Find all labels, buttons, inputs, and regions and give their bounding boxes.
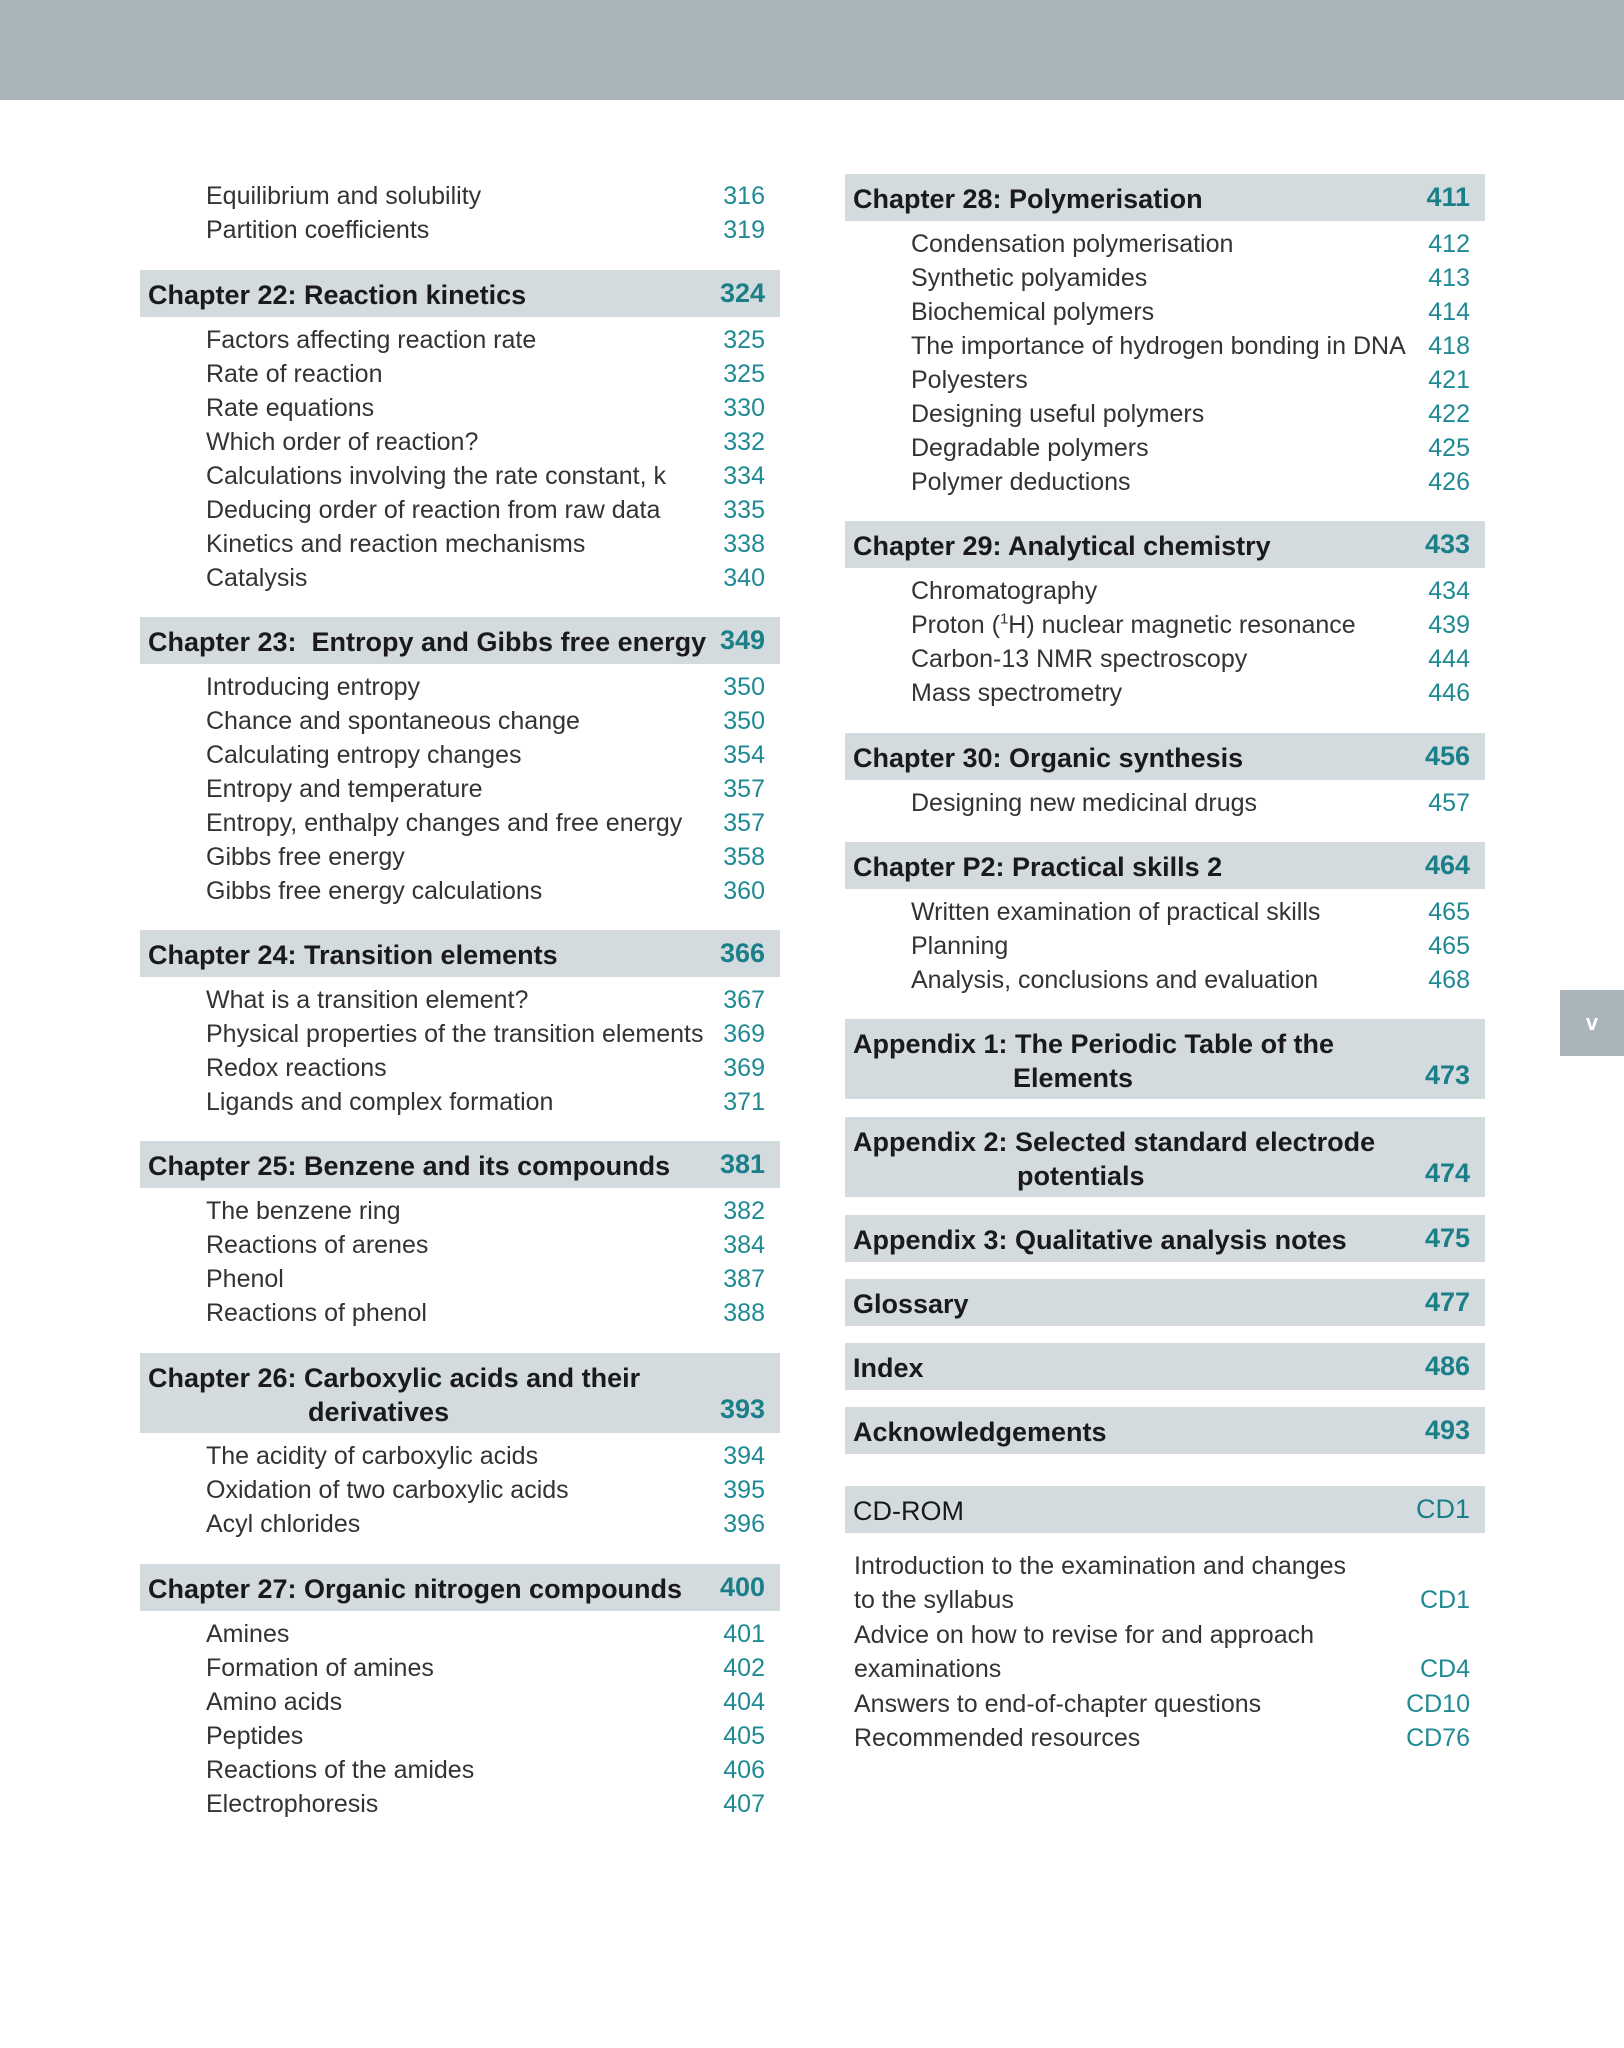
toc-entry[interactable] [140, 459, 780, 493]
toc-entry[interactable] [845, 261, 1485, 295]
entry-title: Electrophoresis [206, 1790, 379, 1818]
toc-entry[interactable] [845, 465, 1485, 499]
chapter-29-heading[interactable]: Chapter 29: Analytical chemistry 433 [845, 521, 1485, 568]
entry-page-number: 412 [1428, 230, 1470, 258]
toc-entry[interactable] [845, 895, 1485, 929]
entry-page-number: 357 [723, 775, 765, 803]
entry-title: Amino acids [206, 1688, 343, 1716]
toc-entry[interactable] [845, 963, 1485, 997]
entry-title: Designing new medicinal drugs [911, 789, 1258, 817]
entry-title: Written examination of practical skills [911, 898, 1321, 926]
acknowledgements-heading[interactable]: Acknowledgements 493 [845, 1407, 1485, 1454]
chapter-26-heading[interactable]: Chapter 26: Carboxylic acids and their derivatives 393 [140, 1353, 780, 1433]
page-number: v [1585, 1010, 1599, 1035]
entry-title: Oxidation of two carboxylic acids [206, 1476, 569, 1504]
toc-entry[interactable] [140, 983, 780, 1017]
entry-page-number: 358 [723, 843, 765, 871]
entry-page-number: 340 [723, 564, 765, 592]
entry-page-number: 325 [723, 326, 765, 354]
entry-title: Gibbs free energy [206, 843, 405, 871]
chapter-23-heading[interactable]: Chapter 23: Entropy and Gibbs free energy 349 [140, 617, 780, 664]
page-number-tab [1560, 990, 1624, 1056]
entry-title: Calculations involving the rate constant, k [206, 462, 666, 490]
entry-page-number: 406 [723, 1756, 765, 1784]
toc-entry[interactable] [140, 1439, 780, 1473]
entry-page-number: 465 [1428, 932, 1470, 960]
toc-entry[interactable] [845, 786, 1485, 820]
entry-title: The importance of hydrogen bonding in DNA [911, 332, 1406, 360]
entry-page-number: 439 [1428, 611, 1470, 639]
entry-title: What is a transition element? [206, 986, 529, 1014]
entry-title: Degradable polymers [911, 434, 1149, 462]
entry-page-number: 468 [1428, 966, 1470, 994]
entry-title: Reactions of the amides [206, 1756, 475, 1784]
entry-title: Introduction to the examination and changes to the syllabus [854, 1552, 1347, 1614]
toc-entry[interactable] [140, 704, 780, 738]
toc-entry[interactable] [140, 772, 780, 806]
entry-page-number: 413 [1428, 264, 1470, 292]
toc-entry[interactable] [140, 1085, 780, 1119]
entry-title: Equilibrium and solubility [206, 182, 482, 210]
chapter-22-heading[interactable]: Chapter 22: Reaction kinetics 324 [140, 270, 780, 317]
toc-entry[interactable] [845, 608, 1485, 642]
toc-entry[interactable] [140, 213, 780, 247]
entry-title: Recommended resources [854, 1724, 1141, 1752]
entry-page-number: 414 [1428, 298, 1470, 326]
entry-page-number: 332 [723, 428, 765, 456]
toc-entry[interactable] [845, 676, 1485, 710]
entry-page-number: 387 [723, 1265, 765, 1293]
entry-title: Polymer deductions [911, 468, 1131, 496]
toc-entry[interactable] [140, 391, 780, 425]
cd-entry[interactable] [845, 1721, 1485, 1755]
entry-page-number: 350 [723, 707, 765, 735]
entry-title: Chance and spontaneous change [206, 707, 580, 735]
entry-page-number: 426 [1428, 468, 1470, 496]
entry-page-number: 335 [723, 496, 765, 524]
entry-title: Rate of reaction [206, 360, 383, 388]
entry-page-number: 421 [1428, 366, 1470, 394]
entry-page-number: 422 [1428, 400, 1470, 428]
entry-page-number: 402 [723, 1654, 765, 1682]
chapter-30-heading[interactable]: Chapter 30: Organic synthesis 456 [845, 733, 1485, 780]
toc-entry[interactable] [845, 397, 1485, 431]
entry-title: Deducing order of reaction from raw data [206, 496, 661, 524]
entry-page-number: CD4 [1419, 1655, 1470, 1683]
entry-title: Formation of amines [206, 1654, 434, 1682]
entry-page-number: 404 [723, 1688, 765, 1716]
entry-title: Peptides [206, 1722, 304, 1750]
entry-title: Reactions of arenes [206, 1231, 429, 1259]
glossary-heading[interactable]: Glossary 477 [845, 1279, 1485, 1326]
appendix-1-heading[interactable]: Appendix 1: The Periodic Table of the Elements 473 [845, 1019, 1485, 1099]
entry-title: Catalysis [206, 564, 308, 592]
toc-entry[interactable] [140, 1507, 780, 1541]
entry-title: Acyl chlorides [206, 1510, 361, 1538]
toc-entry[interactable] [140, 1262, 780, 1296]
toc-entry[interactable] [140, 874, 780, 908]
chapter-27-heading[interactable]: Chapter 27: Organic nitrogen compounds 400 [140, 1564, 780, 1611]
toc-entry[interactable] [845, 642, 1485, 676]
entry-title: Gibbs free energy calculations [206, 877, 543, 905]
toc-entry[interactable] [140, 493, 780, 527]
toc-entry[interactable] [845, 329, 1485, 363]
toc-entry[interactable] [140, 1787, 780, 1821]
entry-title: Polyesters [911, 366, 1028, 394]
entry-page-number: 357 [723, 809, 765, 837]
index-heading[interactable]: Index 486 [845, 1343, 1485, 1390]
entry-page-number: CD76 [1406, 1724, 1470, 1752]
entry-title: Factors affecting reaction rate [206, 326, 537, 354]
entry-page-number: 325 [723, 360, 765, 388]
cd-entry[interactable] [845, 1549, 1485, 1617]
toc-entry[interactable] [845, 363, 1485, 397]
entry-title: Designing useful polymers [911, 400, 1205, 428]
entry-page-number: 394 [723, 1442, 765, 1470]
entry-title: Ligands and complex formation [206, 1088, 554, 1116]
entry-title: The benzene ring [206, 1197, 401, 1225]
chapter-25-heading[interactable]: Chapter 25: Benzene and its compounds 381 [140, 1141, 780, 1188]
entry-page-number: 316 [723, 182, 765, 210]
entry-title: Entropy and temperature [206, 775, 483, 803]
entry-title: Planning [911, 932, 1009, 960]
entry-title: Analysis, conclusions and evaluation [911, 966, 1319, 994]
entry-page-number: CD10 [1406, 1690, 1470, 1718]
toc-entry[interactable] [140, 1296, 780, 1330]
entry-title: Biochemical polymers [911, 298, 1155, 326]
toc-entry[interactable] [140, 738, 780, 772]
toc-entry[interactable] [140, 1719, 780, 1753]
toc-entry[interactable] [140, 1228, 780, 1262]
entry-title: Advice on how to revise for and approach examinations [854, 1621, 1314, 1683]
entry-page-number: 395 [723, 1476, 765, 1504]
toc-entry[interactable] [845, 295, 1485, 329]
toc-entry[interactable] [140, 357, 780, 391]
toc-entry[interactable] [140, 179, 780, 213]
entry-page-number: 350 [723, 673, 765, 701]
chapter-24-heading[interactable]: Chapter 24: Transition elements 366 [140, 930, 780, 977]
entry-title: Introducing entropy [206, 673, 421, 701]
entry-page-number: 371 [723, 1088, 765, 1116]
entry-page-number: 446 [1428, 679, 1470, 707]
toc-entry[interactable] [845, 574, 1485, 608]
entry-title: Physical properties of the transition elements [206, 1020, 704, 1048]
entry-page-number: CD1 [1419, 1586, 1470, 1614]
cd-rom-heading[interactable]: CD-ROM CD1 [845, 1486, 1485, 1533]
entry-title: Mass spectrometry [911, 679, 1123, 707]
entry-page-number: 396 [723, 1510, 765, 1538]
cd-entry[interactable] [845, 1687, 1485, 1721]
toc-entry[interactable] [140, 1051, 780, 1085]
entry-title: Calculating entropy changes [206, 741, 522, 769]
toc-entry[interactable] [140, 670, 780, 704]
toc-entry[interactable] [845, 431, 1485, 465]
toc-entry[interactable] [140, 1753, 780, 1787]
appendix-2-heading[interactable]: Appendix 2: Selected standard electrode potentials 474 [845, 1117, 1485, 1197]
entry-page-number: 384 [723, 1231, 765, 1259]
toc-entry[interactable] [845, 929, 1485, 963]
entry-title: Proton ($^1$H) nuclear magnetic resonance [911, 610, 1356, 639]
entry-title: Phenol [206, 1265, 284, 1293]
toc-entry[interactable] [140, 1617, 780, 1651]
entry-page-number: 405 [723, 1722, 765, 1750]
entry-title: Reactions of phenol [206, 1299, 427, 1327]
toc-entry[interactable] [140, 1194, 780, 1228]
toc-entry[interactable] [140, 1473, 780, 1507]
entry-page-number: 369 [723, 1054, 765, 1082]
toc-entry[interactable] [140, 840, 780, 874]
entry-page-number: 369 [723, 1020, 765, 1048]
toc-entry[interactable] [845, 227, 1485, 261]
entry-page-number: 465 [1428, 898, 1470, 926]
entry-page-number: 434 [1428, 577, 1470, 605]
entry-page-number: 354 [723, 741, 765, 769]
toc-entry[interactable] [140, 323, 780, 357]
entry-page-number: 457 [1428, 789, 1470, 817]
top-header-band [0, 0, 1624, 100]
entry-title: Condensation polymerisation [911, 230, 1234, 258]
entry-page-number: 334 [723, 462, 765, 490]
toc-entry[interactable] [140, 1651, 780, 1685]
entry-page-number: 407 [723, 1790, 765, 1818]
entry-title: Rate equations [206, 394, 375, 422]
cd-entry[interactable] [845, 1618, 1485, 1686]
toc-entry[interactable] [140, 806, 780, 840]
entry-page-number: 360 [723, 877, 765, 905]
appendix-3-heading[interactable]: Appendix 3: Qualitative analysis notes 475 [845, 1215, 1485, 1262]
toc-entry[interactable] [140, 425, 780, 459]
toc-entry[interactable] [140, 561, 780, 595]
chapter-p2-heading[interactable]: Chapter P2: Practical skills 2 464 [845, 842, 1485, 889]
entry-page-number: 444 [1428, 645, 1470, 673]
toc-entry[interactable] [140, 1017, 780, 1051]
entry-title: Answers to end-of-chapter questions [854, 1690, 1262, 1718]
toc-entry[interactable] [140, 1685, 780, 1719]
entry-title: Redox reactions [206, 1054, 387, 1082]
entry-title: The acidity of carboxylic acids [206, 1442, 539, 1470]
entry-page-number: 418 [1428, 332, 1470, 360]
entry-title: Kinetics and reaction mechanisms [206, 530, 586, 558]
entry-title: Entropy, enthalpy changes and free energy [206, 809, 683, 837]
entry-title: Carbon-13 NMR spectroscopy [911, 645, 1248, 673]
entry-page-number: 338 [723, 530, 765, 558]
entry-page-number: 401 [723, 1620, 765, 1648]
entry-page-number: 330 [723, 394, 765, 422]
entry-title: Partition coefficients [206, 216, 430, 244]
entry-page-number: 367 [723, 986, 765, 1014]
entry-page-number: 388 [723, 1299, 765, 1327]
entry-title: Chromatography [911, 577, 1098, 605]
entry-page-number: 319 [723, 216, 765, 244]
toc-entry[interactable] [140, 527, 780, 561]
entry-title: Which order of reaction? [206, 428, 479, 456]
entry-title: Amines [206, 1620, 290, 1648]
entry-title: Synthetic polyamides [911, 264, 1148, 292]
entry-page-number: 382 [723, 1197, 765, 1225]
entry-page-number: 425 [1428, 434, 1470, 462]
chapter-28-heading[interactable]: Chapter 28: Polymerisation 411 [845, 174, 1485, 221]
